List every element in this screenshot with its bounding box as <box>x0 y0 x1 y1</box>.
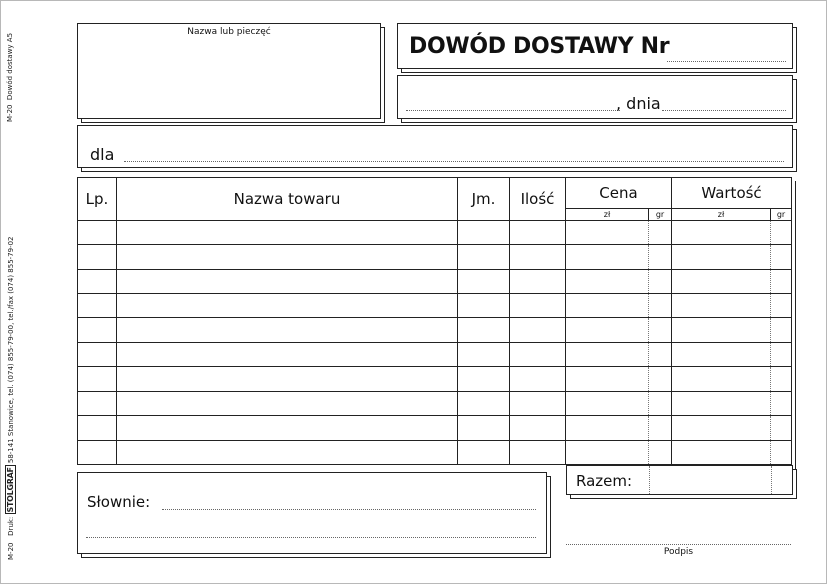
col-header-qty: Ilość <box>510 178 566 221</box>
cell-lp[interactable] <box>78 367 117 391</box>
cell-lp[interactable] <box>78 294 117 318</box>
in-words-box <box>77 472 547 554</box>
cell-value-zl[interactable] <box>672 391 771 415</box>
cell-name[interactable] <box>117 391 458 415</box>
cell-lp[interactable] <box>78 416 117 440</box>
cell-price-zl[interactable] <box>566 440 649 464</box>
cell-lp[interactable] <box>78 440 117 464</box>
cell-price-zl[interactable] <box>566 318 649 342</box>
cell-name[interactable] <box>117 367 458 391</box>
cell-value-gr[interactable] <box>771 245 792 269</box>
cell-value-zl[interactable] <box>672 245 771 269</box>
cell-value-gr[interactable] <box>771 269 792 293</box>
cell-price-gr[interactable] <box>649 294 672 318</box>
cell-name[interactable] <box>117 342 458 366</box>
in-words-dotted-line-2[interactable] <box>86 537 536 538</box>
cell-value-gr[interactable] <box>771 391 792 415</box>
cell-price-zl[interactable] <box>566 367 649 391</box>
cell-price-zl[interactable] <box>566 294 649 318</box>
cell-unit[interactable] <box>458 342 510 366</box>
cell-price-gr[interactable] <box>649 416 672 440</box>
printer-label: Druk: <box>7 516 15 536</box>
cell-price-gr[interactable] <box>649 269 672 293</box>
cell-value-zl[interactable] <box>672 294 771 318</box>
price-zl-header: zł <box>566 208 649 220</box>
cell-value-gr[interactable] <box>771 440 792 464</box>
cell-value-zl[interactable] <box>672 367 771 391</box>
cell-qty[interactable] <box>510 391 566 415</box>
cell-unit[interactable] <box>458 440 510 464</box>
table-row <box>78 220 792 244</box>
cell-value-zl[interactable] <box>672 318 771 342</box>
date-label: , dnia <box>616 94 661 113</box>
cell-name[interactable] <box>117 220 458 244</box>
cell-price-zl[interactable] <box>566 220 649 244</box>
cell-value-gr[interactable] <box>771 294 792 318</box>
table-row <box>78 245 792 269</box>
total-gr-divider <box>771 466 772 494</box>
table-shadow-right <box>795 181 796 469</box>
table-row <box>78 440 792 464</box>
cell-value-gr[interactable] <box>771 318 792 342</box>
number-dotted-line[interactable] <box>667 61 786 62</box>
cell-qty[interactable] <box>510 269 566 293</box>
cell-price-gr[interactable] <box>649 342 672 366</box>
cell-value-zl[interactable] <box>672 440 771 464</box>
table-row <box>78 416 792 440</box>
table-row <box>78 367 792 391</box>
cell-lp[interactable] <box>78 342 117 366</box>
in-words-label: Słownie: <box>87 493 151 511</box>
printer-address: 58-141 Stanowice, tel. (074) 855-79-00, tel./fax (074) 855-79-02 <box>7 236 15 464</box>
cell-price-zl[interactable] <box>566 245 649 269</box>
cell-value-zl[interactable] <box>672 342 771 366</box>
stamp-label: Nazwa lub pieczęć <box>187 27 271 37</box>
table-row <box>78 269 792 293</box>
cell-lp[interactable] <box>78 220 117 244</box>
col-header-lp: Lp. <box>78 178 117 221</box>
table-row <box>78 318 792 342</box>
cell-qty[interactable] <box>510 367 566 391</box>
cell-value-zl[interactable] <box>672 269 771 293</box>
cell-qty[interactable] <box>510 294 566 318</box>
col-header-name: Nazwa towaru <box>117 178 458 221</box>
cell-unit[interactable] <box>458 391 510 415</box>
cell-name[interactable] <box>117 245 458 269</box>
printer-info <box>6 236 15 560</box>
title-box <box>397 23 793 69</box>
cell-lp[interactable] <box>78 318 117 342</box>
cell-qty[interactable] <box>510 318 566 342</box>
price-gr-header: gr <box>649 208 672 220</box>
total-zl-divider <box>649 466 650 494</box>
total-label: Razem: <box>576 472 633 490</box>
cell-value-gr[interactable] <box>771 416 792 440</box>
recipient-dotted-line[interactable] <box>124 161 784 162</box>
stamp-box <box>77 23 381 119</box>
col-header-price: Cena <box>566 178 672 209</box>
table-row <box>78 391 792 415</box>
col-header-value: Wartość <box>672 178 792 209</box>
recipient-label: dla <box>90 145 115 164</box>
cell-unit[interactable] <box>458 294 510 318</box>
cell-value-gr[interactable] <box>771 342 792 366</box>
cell-price-zl[interactable] <box>566 269 649 293</box>
table-row <box>78 342 792 366</box>
signature-dotted-line[interactable] <box>566 544 791 545</box>
cell-value-zl[interactable] <box>672 220 771 244</box>
cell-name[interactable] <box>117 294 458 318</box>
form-code-top-text: M-20 <box>6 104 14 122</box>
cell-price-zl[interactable] <box>566 342 649 366</box>
cell-name[interactable] <box>117 416 458 440</box>
cell-unit[interactable] <box>458 245 510 269</box>
cell-qty[interactable] <box>510 220 566 244</box>
cell-price-gr[interactable] <box>649 391 672 415</box>
cell-value-gr[interactable] <box>771 220 792 244</box>
cell-price-gr[interactable] <box>649 367 672 391</box>
value-gr-header: gr <box>771 208 792 220</box>
cell-price-gr[interactable] <box>649 440 672 464</box>
cell-qty[interactable] <box>510 245 566 269</box>
printer-logo: STOLGRAF <box>6 467 15 513</box>
total-box <box>566 465 793 495</box>
cell-price-gr[interactable] <box>649 220 672 244</box>
cell-price-gr[interactable] <box>649 245 672 269</box>
cell-qty[interactable] <box>510 342 566 366</box>
cell-lp[interactable] <box>78 245 117 269</box>
place-dotted-line[interactable] <box>406 110 620 111</box>
table-row <box>78 294 792 318</box>
cell-lp[interactable] <box>78 391 117 415</box>
recipient-box <box>77 125 793 168</box>
cell-name[interactable] <box>117 440 458 464</box>
cell-name[interactable] <box>117 318 458 342</box>
form-code-bottom-text: M-20 <box>7 542 15 560</box>
cell-price-gr[interactable] <box>649 318 672 342</box>
signature-label: Podpis <box>663 547 694 557</box>
form-name-text: Dowód dostawy A5 <box>6 32 14 101</box>
date-box <box>397 75 793 119</box>
col-header-unit: Jm. <box>458 178 510 221</box>
cell-value-gr[interactable] <box>771 367 792 391</box>
cell-qty[interactable] <box>510 416 566 440</box>
document-title: DOWÓD DOSTAWY Nr <box>409 34 670 59</box>
value-zl-header: zł <box>672 208 771 220</box>
in-words-dotted-line-1[interactable] <box>162 509 536 510</box>
cell-qty[interactable] <box>510 440 566 464</box>
cell-unit[interactable] <box>458 318 510 342</box>
cell-unit[interactable] <box>458 269 510 293</box>
cell-lp[interactable] <box>78 269 117 293</box>
date-dotted-line[interactable] <box>662 110 786 111</box>
cell-price-zl[interactable] <box>566 391 649 415</box>
form-code-top <box>6 33 14 122</box>
cell-value-zl[interactable] <box>672 416 771 440</box>
cell-unit[interactable] <box>458 416 510 440</box>
cell-unit[interactable] <box>458 220 510 244</box>
cell-unit[interactable] <box>458 367 510 391</box>
items-table <box>77 177 792 465</box>
cell-price-zl[interactable] <box>566 416 649 440</box>
cell-name[interactable] <box>117 269 458 293</box>
